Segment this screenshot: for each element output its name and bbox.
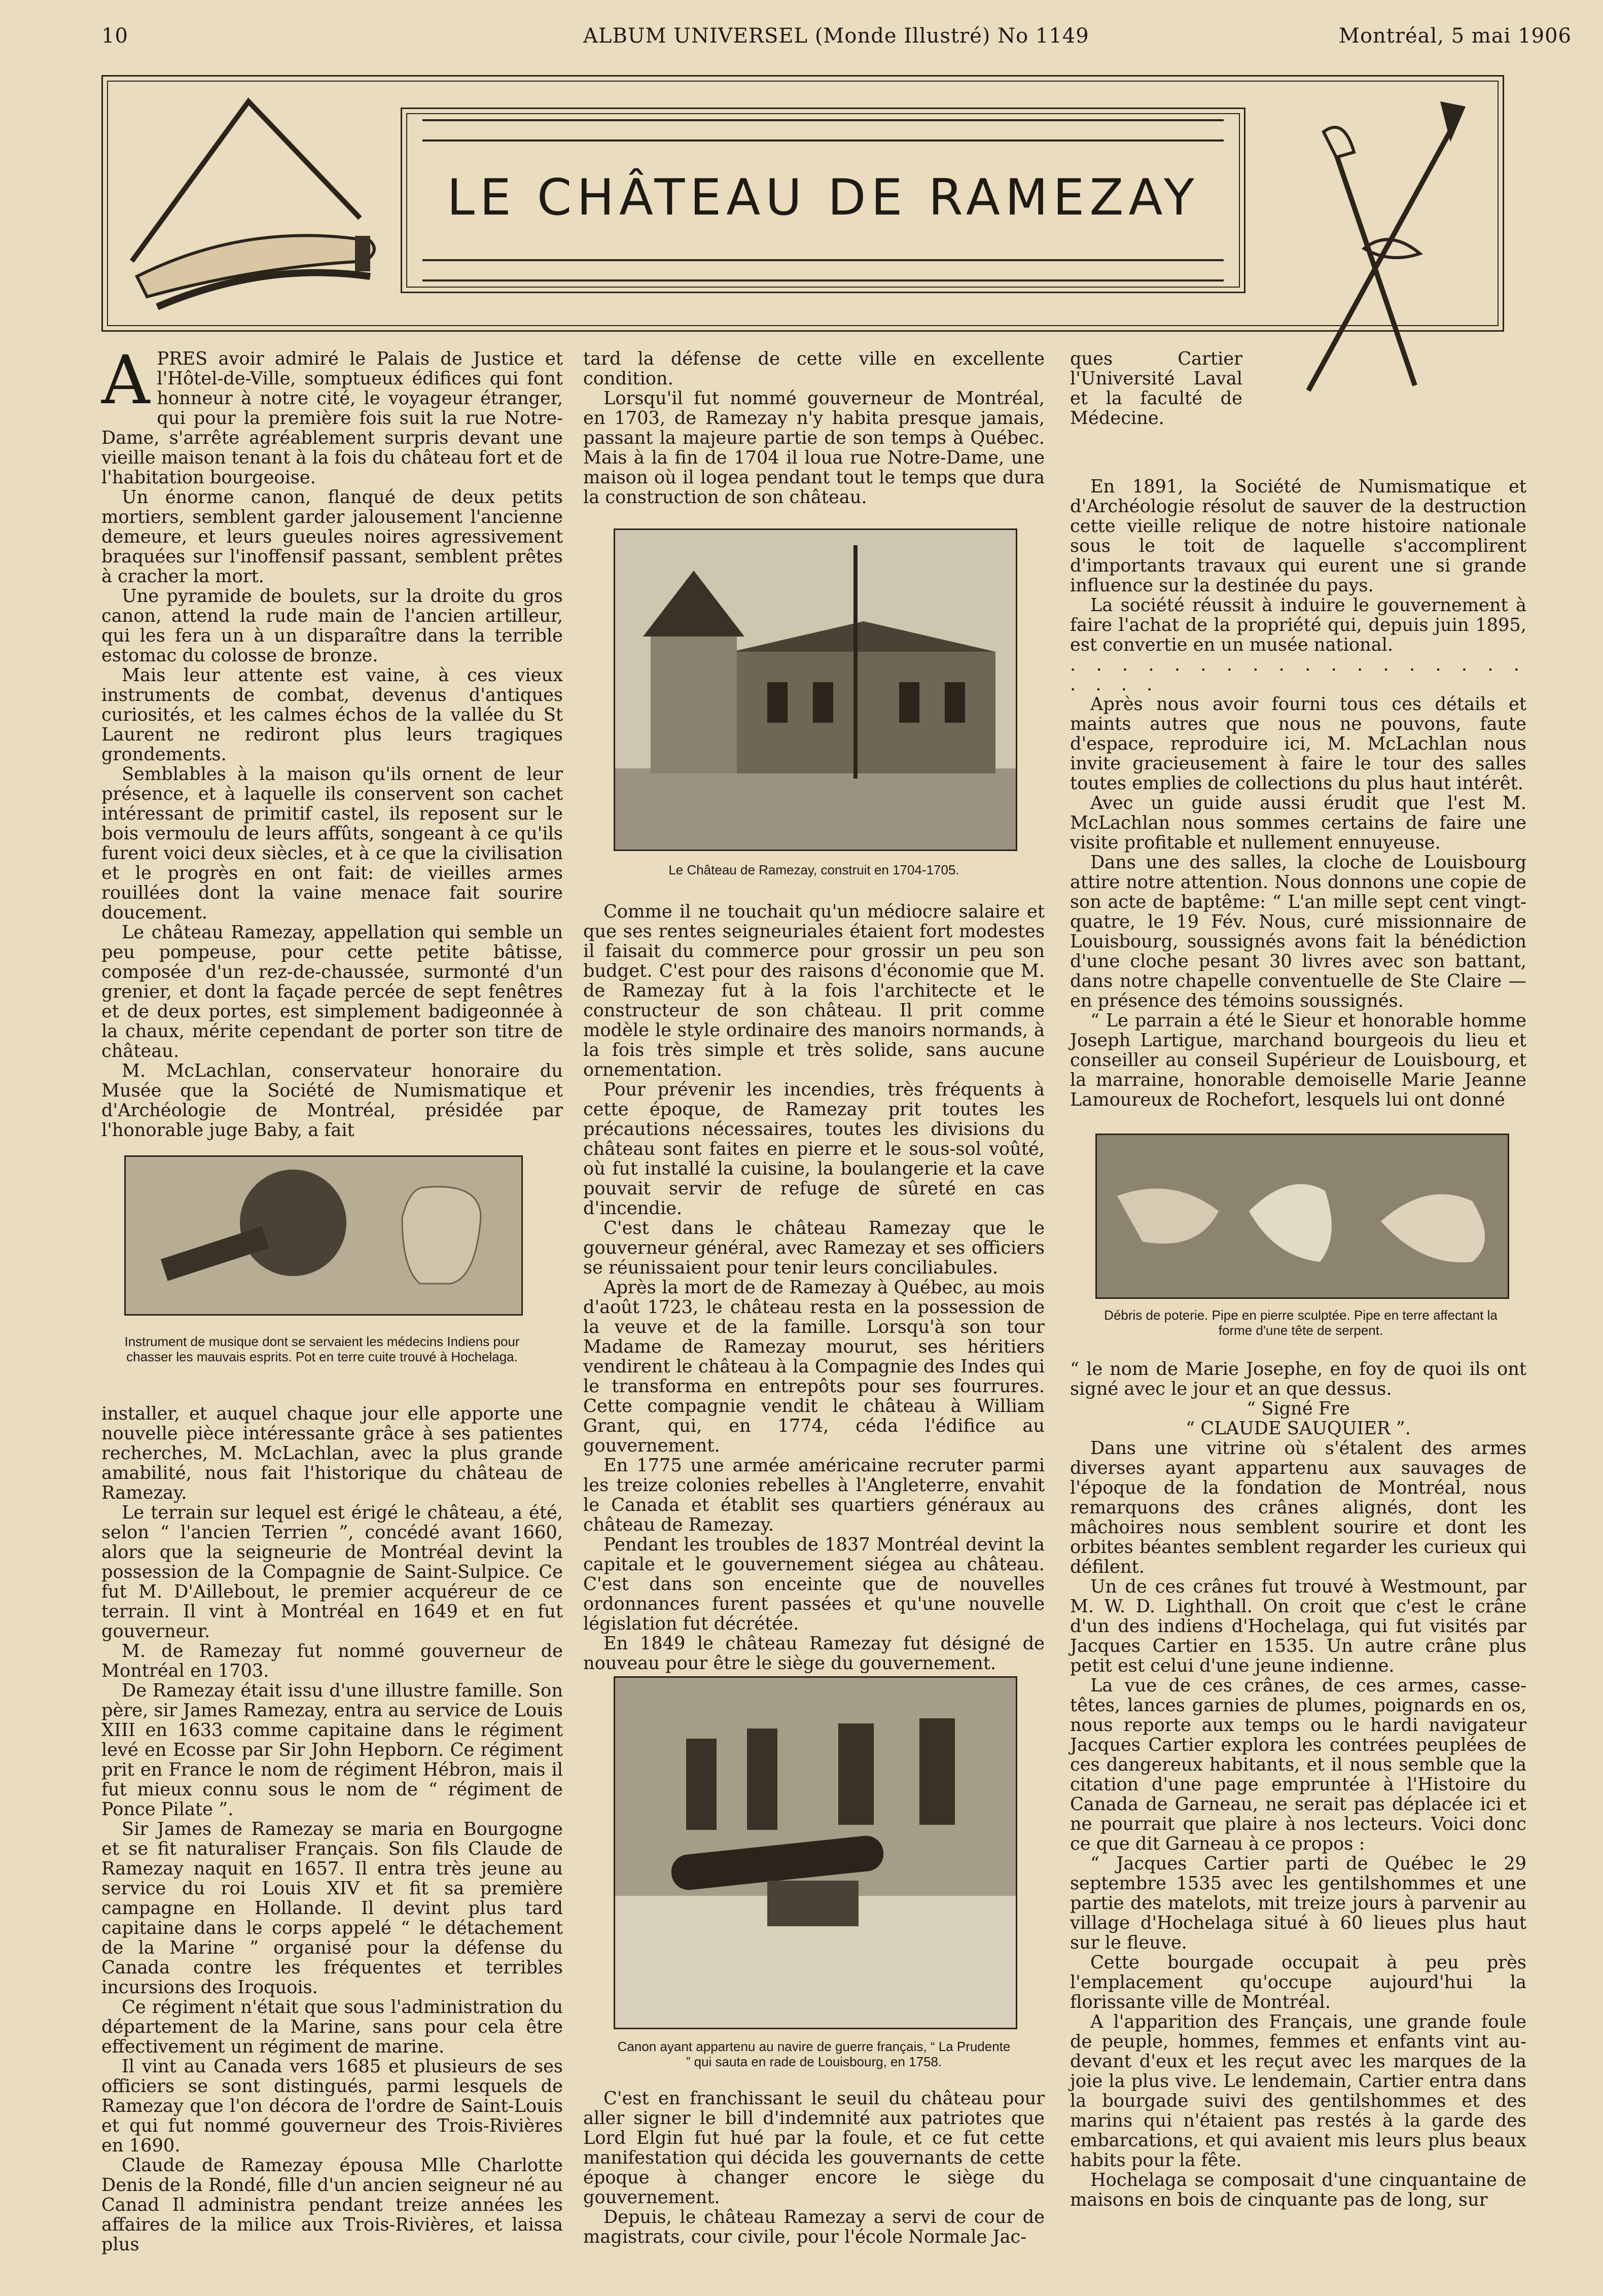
chateau-photo-caption: Le Château de Ramezay, construit en 1704-1705. xyxy=(668,862,959,877)
c3-p3: La société réussit à induire le gouvernement à faire l'achat de la propriété qui, depuis juin 1895, est convertie en un musée national. xyxy=(1070,595,1526,655)
c3-p6: Dans une des salles, la cloche de Louisbourg attire notre attention. Nous donnons une copie de son acte de baptême: “ L'an mille sept cent vingt-quatre, le 19 Fév. Nous, curé missionnaire de Louisbourg, soussignés avons fait la bénédiction d'une cloche pesant 30 livres avec son battant, dans notre chapelle conventuelle de Ste Claire — en présence des témoins soussignés. xyxy=(1070,852,1526,1011)
c3-p11: La vue de ces crânes, de ces armes, casse-têtes, lances garnies de plumes, poignards en os, nous reporte aux temps ou le hardi navigateur Jacques Cartier explora les contrées peuplées de ces dangereux habitants, et il nous semble que la citation d'une page empruntée à l'Histoire du Canada de Garneau, ne serait pas déplacée ici et ne pourrait que plaire à nos lecteurs. Voici donc ce que dit Garneau à ce propos : xyxy=(1070,1675,1526,1854)
c1-p14: Il vint au Canada vers 1685 et plusieurs de ses officiers se sont distingués, parmi lesquels de Ramezay que l'on décora de l'ordre de Saint-Louis et qui fut nommé gouverneur des Trois-Rivières en 1690. xyxy=(101,2056,563,2156)
c3-p4: Après nous avoir fourni tous ces détails et maints autres que nous ne pouvons, faute d'espace, reproduire ici, M. McLachlan nous invite gracieusement à faire le tour des salles toutes emplies de collections du plus haut intérêt. xyxy=(1070,694,1526,794)
crossed-weapons-pipe-icon xyxy=(1288,86,1486,401)
c2-p2: Lorsqu'il fut nommé gouverneur de Montréal, en 1703, de Ramezay n'y habita presque jamais, passant la majeure partie de son temps à Québec. Mais à la fin de 1704 il loua rue Notre-Dame, une maison où il logea pendant tout le temps que dura la construction de son château. xyxy=(583,388,1045,508)
c1-p5: Semblables à la maison qu'ils ornent de leur présence, et à laquelle ils conservent son cachet intéressant de primitif castel, ils reposent sur le bois vermoulu de leurs affûts, songeant à ce qu'ils furent voici deux siècles, et à ce que la civilisation et le progrès en ont fait: de vieilles armes rouillées dont la vaine menace fait sourire doucement. xyxy=(101,764,563,923)
title-frame xyxy=(401,108,1245,293)
drop-cap: A xyxy=(101,341,150,419)
c1-p7: M. McLachlan, conservateur honoraire du Musée que la Société de Numismatique et d'Archéologie de Montréal, présidée par l'honorable juge Baby, a fait xyxy=(101,1061,563,1141)
c1-p15: Claude de Ramezay épousa Mlle Charlotte Denis de la Rondé, fille d'un ancien seigneur né au Canad Il administra pendant treize années les affaires de la milice aux Trois-Rivières, et laissa plus xyxy=(101,2155,563,2255)
c3-p7: “ Le parrain a été le Sieur et honorable homme Joseph Lartigue, marchand bourgeois du lieu et conseiller au conseil Supérieur de Louisbourg, et la marraine, honorable demoiselle Marie Jeanne Lamoureux de Rochefort, lesquels lui ont donné xyxy=(1070,1010,1526,1110)
c3-p15: Hochelaga se composait d'une cinquantaine de maisons en bois de cinquante pas de long, sur xyxy=(1070,2170,1526,2210)
c2-p6: Après la mort de de Ramezay à Québec, au mois d'août 1723, le château resta en la possession de la veuve et de la famille. Lorsqu'à son tour Madame de Ramezay mourut, ses héritiers vendirent le château à la Compagnie des Indes qui le transforma en entrepôts pour ses fourrures. Cette compagnie vendit le château à William Grant, qui, en 1774, céda l'édifice au gouvernement. xyxy=(583,1277,1045,1456)
column-2-top xyxy=(583,349,1045,516)
ornament-top xyxy=(422,119,1224,142)
c2-p9: En 1849 le château Ramezay fut désigné de nouveau pour être le siège du gouvernement. xyxy=(583,1633,1045,1674)
c1-p2: Un énorme canon, flanqué de deux petits mortiers, semblent garder jalousement l'ancienne demeure, et leurs gueules noires agressivement braquées sur l'inoffensif passant, semblent prêtes à cracher la mort. xyxy=(101,487,563,587)
cannon-photo-caption: Canon ayant appartenu au navire de guerre français, “ La Prudente ” qui sauta en rade de Louisbourg, en 1758. xyxy=(617,2039,1011,2069)
c1-p3: Une pyramide de boulets, sur la droite du gros canon, attend la rude main de l'ancien artilleur, qui les fera un à un disparaître dans la terrible estomac du colosse de bronze. xyxy=(101,586,563,666)
c3-p9: Dans une vitrine où s'étalent des armes diverses ayant appartenu aux sauvages de l'époque de la fondation de Montréal, nous remarquons des crânes alignés, dont les mâchoires nous semblent sourire et dont les orbites béantes semblent regarder les curieux qui défilent. xyxy=(1070,1438,1526,1577)
column-2-bottom xyxy=(583,2089,1045,2271)
c2-p1: tard la défense de cette ville en excellente condition. xyxy=(583,348,1045,389)
cannon-photo xyxy=(614,1676,1017,2029)
c2-p7: En 1775 une armée américaine recruter parmi les treize colonies rebelles à l'Angleterre, envahit le Canada et établit ses quartiers généraux au château de Ramezay. xyxy=(583,1455,1045,1535)
c3-p10: Un de ces crânes fut trouvé à Westmount, par M. W. D. Lighthall. On croit que c'est le crâne d'un des indiens d'Hochelaga, qui fut visités par Jacques Cartier en 1535. Un autre crâne plus petit est celui d'une jeune indienne. xyxy=(1070,1576,1526,1676)
c2-p11: Depuis, le château Ramezay a servi de cour de magistrats, cour civile, pour l'école Normale Jac- xyxy=(583,2207,1045,2247)
c1-p11: De Ramezay était issu d'une illustre famille. Son père, sir James Ramezay, entra au service de Louis XIII en 1633 comme capitaine dans le régiment levé en Ecosse par Sir John Hepborn. Ce régiment prit en France le nom de régiment Hébron, mais il fut mieux connu sous le nom de “ régiment de Ponce Pilate ”. xyxy=(101,1680,563,1820)
c2-p5: C'est dans le château Ramezay que le gouverneur général, avec Ramezay et ses officiers se réunissaient pour tenir leurs conciliabules. xyxy=(583,1218,1045,1278)
column-2-middle xyxy=(583,902,1045,1673)
column-3-narrow xyxy=(1070,349,1242,471)
c1-p10: M. de Ramezay fut nommé gouverneur de Montréal en 1703. xyxy=(101,1641,563,1681)
article-title: LE CHÂTEAU DE RAMEZAY xyxy=(447,169,1199,227)
place-date: Montréal, 5 mai 1906 xyxy=(1339,24,1572,48)
c1-p6: Le château Ramezay, appellation qui semble un peu pompeuse, pour cette petite bâtisse, composée d'un rez-de-chaussée, surmonté d'un grenier, et dont la façade percée de sept fenêtres et de deux portes, est simplement badigeonnée à la chaux, mérite cependant de porter son titre de château. xyxy=(101,922,563,1062)
powder-horn-icon xyxy=(117,84,380,322)
pottery-pipes-caption: Débris de poterie. Pipe en pierre sculptée. Pipe en terre affectant la forme d'une tête de serpent. xyxy=(1104,1308,1498,1338)
c2-p10: C'est en franchissant le seuil du château pour aller signer le bill d'indemnité aux patriotes que Lord Elgin fut hué par la foule, et ce fut cette manifestation qui décida les gouvernants de cette époque à changer encore le siège du gouvernement. xyxy=(583,2088,1045,2208)
c3-p1: ques Cartier l'Université Laval et la faculté de Médecine. xyxy=(1070,348,1242,429)
c1-p4: Mais leur attente est vaine, à ces vieux instruments de combat, devenus d'antiques curiosités, et les calmes échos de la vallée du St Laurent ne rediront plus leurs tragiques grondements. xyxy=(101,665,563,765)
c3-p2: En 1891, la Société de Numismatique et d'Archéologie résolut de sauver de la destruction cette vieille relique de notre histoire nationale sous le toit de laquelle s'accomplirent d'importants travaux qui eurent une si grande influence sur la destinée du pays. xyxy=(1070,476,1526,596)
c3-p5: Avec un guide aussi érudit que l'est M. McLachlan nous sommes certains de faire une visite profitable et nullement ennuyeuse. xyxy=(1070,793,1526,853)
column-1-top xyxy=(101,341,563,1141)
ornament-bottom xyxy=(422,259,1224,281)
c1-p9: Le terrain sur lequel est érigé le château, a été, selon “ l'ancien Terrien ”, concédé avant 1660, alors que la seigneurie de Montréal devint la possession de la Compagnie de Saint-Sulpice. Ce fut M. D'Aillebout, le premier acquéreur de ce terrain. Il vint à Montréal en 1649 et en fut gouverneur. xyxy=(101,1502,563,1642)
c1-p8: installer, et auquel chaque jour elle apporte une nouvelle pièce intéressante grâce à ses patientes recherches, M. McLachlan, avec la plus grande amabilité, nous fait l'historique du château de Ramezay. xyxy=(101,1403,563,1503)
c3-p13: Cette bourgade occupait à peu près l'emplacement qu'occupe aujourd'hui la florissante ville de Montréal. xyxy=(1070,1952,1526,2012)
pottery-pipes-photo xyxy=(1095,1134,1509,1299)
signature-line-2: “ CLAUDE SAUQUIER ”. xyxy=(1186,1418,1411,1439)
publication-title: ALBUM UNIVERSEL (Monde Illustré) No 1149 xyxy=(583,24,1089,48)
c2-p3: Comme il ne touchait qu'un médiocre salaire et que ses rentes seigneuriales étaient fort modestes il faisait du commerce pour grossir un peu son budget. C'est pour des raisons d'économie que M. de Ramezay fut à la fois l'architecte et le constructeur de son château. Il prit comme modèle le style ordinaire des manoirs normands, à la fois très simple et très solide, sans aucune ornementation. xyxy=(583,901,1045,1080)
music-instrument-photo xyxy=(124,1155,523,1316)
c2-p4: Pour prévenir les incendies, très fréquents à cette époque, de Ramezay prit toutes les précautions nécessaires, toutes les divisions du château sont faites en pierre et le sous-sol voûté, où fut installé la cuisine, la boulangerie et la cave pouvait servir de refuge de sûreté en cas d'incendie. xyxy=(583,1079,1045,1219)
chateau-photo xyxy=(614,528,1017,851)
music-instrument-caption: Instrument de musique dont se servaient les médecins Indiens pour chasser les mauvais esprits. Pot en terre cuite trouvé à Hochelaga. xyxy=(124,1334,520,1364)
c3-p14: A l'apparition des Français, une grande foule de peuple, hommes, femmes et enfants vint au-devant d'eux et les reçut avec les marques de la joie la plus vive. Le lendemain, Cartier entra dans la bourgade suivi des gentilshommes et des marins qui n'étaient pas restés à la garde des embarcations, et qui avaient mis leurs plus beaux habits pour la fête. xyxy=(1070,2011,1526,2171)
column-3-top xyxy=(1070,477,1526,1128)
c1-p1: PRES avoir admiré le Palais de Justice et l'Hôtel-de-Ville, somptueux édifices qui font honneur à notre cité, le voyageur étranger, qui pour la première fois suit la rue Notre-Dame, s'arrête agréablement surpris devant une vieille maison tenant à la fois du château fort et de l'habitation bourgeoise. xyxy=(101,348,563,488)
c3-p12: “ Jacques Cartier parti de Québec le 29 septembre 1535 avec les gentilshommes et une partie des matelots, mit treize jours à parvenir au village d'Hochelaga situé à 60 lieues plus haut sur le fleuve. xyxy=(1070,1853,1526,1953)
c1-p13: Ce régiment n'était que sous l'administration du département de la Marine, sans pour cela être effectivement un régiment de marine. xyxy=(101,1997,563,2057)
c1-p12: Sir James de Ramezay se maria en Bourgogne et se fit naturaliser Français. Son fils Claude de Ramezay naquit en 1657. Il entra très jeune au service du roi Louis XIV et fit sa première campagne en Hollande. Il devint plus tard capitaine dans le corps appelé “ le détachement de la Marine ” organisé pour la défense du Canada contre les fréquentes et terribles incursions des Iroquois. xyxy=(101,1819,563,1998)
page-number: 10 xyxy=(101,24,128,48)
c3-p8: “ le nom de Marie Josephe, en foy de quoi ils ont signé avec le jour et an que dessus. xyxy=(1070,1359,1526,1399)
c2-p8: Pendant les troubles de 1837 Montréal devint la capitale et le gouvernement siégea au château. C'est dans son enceinte que de nouvelles ordonnances furent passées et qu'une nouvelle législation fut décrétée. xyxy=(583,1534,1045,1634)
dot-leader: . . . . . . . . . . . . . . . . . . . . . . xyxy=(1070,654,1526,695)
column-1-bottom xyxy=(101,1404,563,2271)
signature-line-1: “ Signé Fre xyxy=(1246,1398,1350,1419)
column-3-bottom xyxy=(1070,1359,1526,2272)
